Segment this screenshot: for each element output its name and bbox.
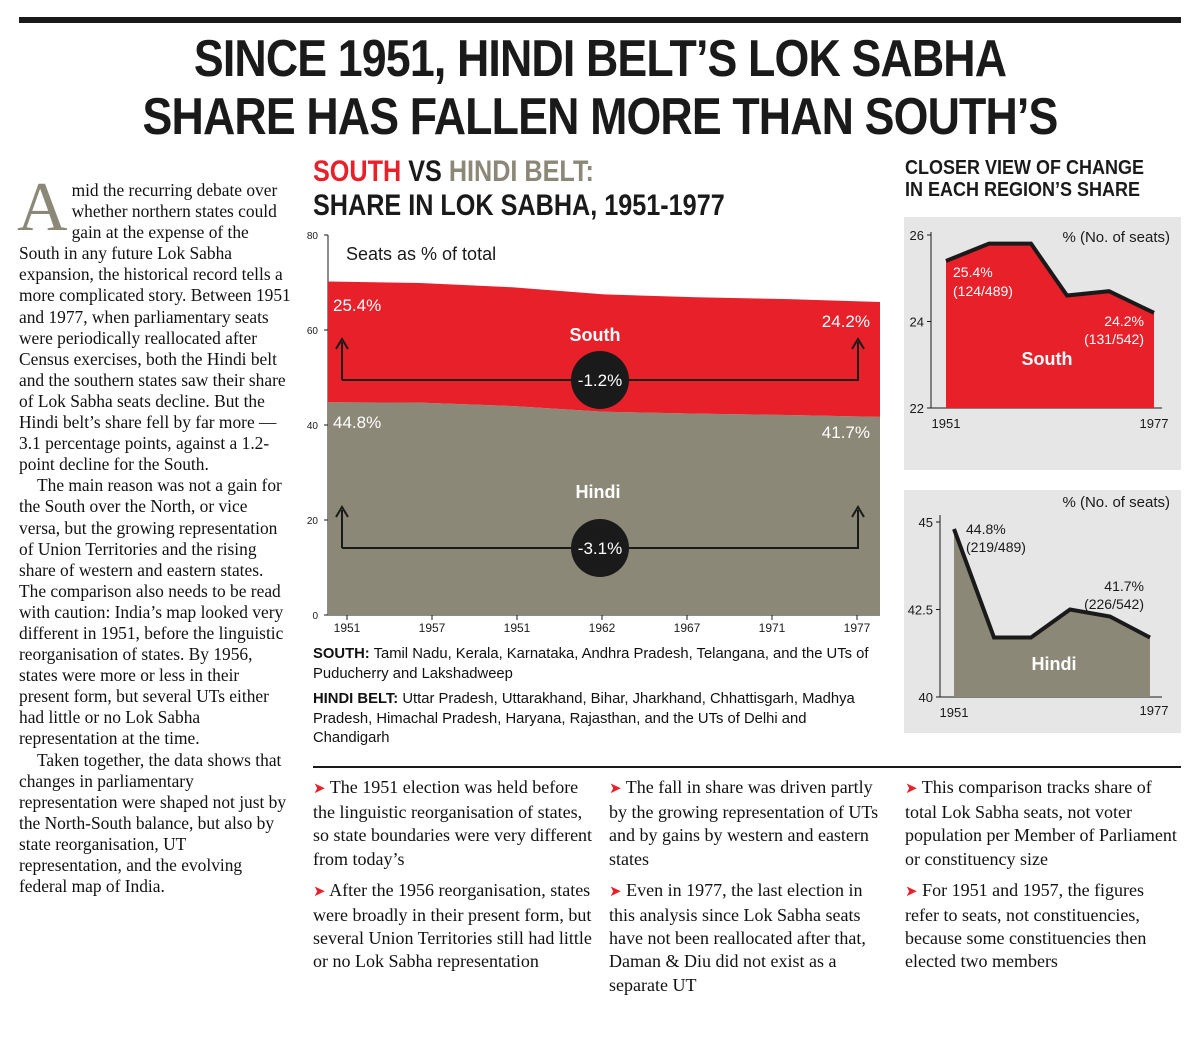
south-definition <box>313 645 883 684</box>
hindi-start-label: 44.8% <box>333 413 382 432</box>
bullet-column-2 <box>609 776 889 1005</box>
hindi-y-tick-label: 40 <box>918 690 933 705</box>
intro-paragraph-1 <box>17 169 291 475</box>
bullet-arrow-icon: ➤ <box>313 883 326 900</box>
headline <box>84 30 1116 146</box>
hindi-definition-text: Uttar Pradesh, Uttarakhand, Bihar, Jharkhand, Chhattisgarh, Madhya Pradesh, Himachal Pradesh, Haryana, Rajasthan, and the UTs of Delhi and Chandigarh <box>313 691 855 747</box>
south-end-seats: (131/542) <box>1084 331 1144 347</box>
y-axis-title: Seats as % of total <box>346 244 497 264</box>
south-definition-text: Tamil Nadu, Kerala, Karnataka, Andhra Pradesh, Telangana, and the UTs of Puducherry and Lakshadweep <box>313 646 869 682</box>
south-start-seats: (124/489) <box>953 283 1013 299</box>
south-y-tick-label: 26 <box>909 228 924 243</box>
hindi-panel-label: Hindi <box>1031 654 1077 674</box>
bullets-divider <box>313 766 1181 768</box>
south-definition-label: SOUTH: <box>313 646 370 662</box>
y-axis-ticks <box>307 231 328 622</box>
x-tick-label: 1951 <box>503 621 531 635</box>
x-axis-ticks <box>334 615 871 635</box>
south-start-pct: 25.4% <box>953 264 993 280</box>
bullet-arrow-icon: ➤ <box>313 781 326 797</box>
intro-paragraph-2: The main reason was not a gain for the South over the North, or vice versa, but the growing representation of Union Territories and the rising share of western and eastern states. The comparison also needs to be read with caution: India’s map looked very different in 1951, before the linguistic reorganisation of states. By 1956, states were more or less in their present form, but several UTs either had little or no Lok Sabha representation at the time. <box>19 475 284 749</box>
south-x-end: 1977 <box>1139 416 1169 431</box>
x-tick-label: 1951 <box>333 621 361 635</box>
intro-paragraph-1-text: mid the recurring debate over whether northern states could gain at the expense of the South in any future Lok Sabha expansion, the historical record tells a more complicated story. Between 1951 and 1977, when parliamentary seats were periodically reallocated after Census exercises, both the Hindi belt and the southern states saw their share of Lok Sabha seats decline. But the Hindi belt’s share fell by far more — 3.1 percentage points, against a 1.2-point decline for the South. <box>19 180 291 475</box>
x-tick-label: 1957 <box>418 621 446 635</box>
hindi-end-pct: 41.7% <box>1104 578 1144 594</box>
south-series-label: South <box>569 325 621 345</box>
bullet-arrow-icon: ➤ <box>905 781 918 797</box>
hindi-end-label: 41.7% <box>821 423 870 442</box>
side-title-line-2: IN EACH REGION’S SHARE <box>905 179 1141 201</box>
south-y-tick-label: 24 <box>909 314 924 330</box>
hindi-x-start: 1951 <box>939 705 969 720</box>
south-change-label: -1.2% <box>577 371 623 390</box>
title-hindi-word: HINDI BELT: <box>448 155 594 188</box>
hindi-x-end: 1977 <box>1139 703 1169 718</box>
drop-cap: A <box>17 169 68 246</box>
main-chart-title-line-1 <box>313 155 725 189</box>
south-end-pct: 24.2% <box>1104 313 1144 329</box>
top-rule <box>19 17 1181 23</box>
bullet-text: After the 1956 reorganisation, states were broadly in their present form, but several Union Territories still had little or no Lok Sabha representation <box>313 879 592 972</box>
bullet-item <box>313 879 595 974</box>
side-title-line-1: CLOSER VIEW OF CHANGE <box>905 157 1145 179</box>
bullet-item <box>313 776 595 871</box>
hindi-change-label: -3.1% <box>577 539 623 558</box>
bullet-column-1 <box>313 776 595 982</box>
south-closeup-chart <box>904 217 1181 470</box>
south-panel-label: South <box>1021 349 1073 369</box>
y-tick-label: 80 <box>306 231 318 242</box>
bullet-text: This comparison tracks share of total Lok Sabha seats, not voter population per Member of Parliament or constituency size <box>905 777 1177 869</box>
hindi-y-tick-label: 45 <box>918 515 933 530</box>
y-tick-label: 0 <box>312 611 318 622</box>
y-tick-label: 20 <box>306 516 318 527</box>
bullet-column-3 <box>905 776 1181 982</box>
x-tick-label: 1967 <box>673 621 701 635</box>
bullet-item <box>905 776 1181 871</box>
south-y-tick-label: 22 <box>909 401 924 416</box>
y-tick-label: 60 <box>306 326 318 337</box>
hindi-closeup-chart <box>904 490 1181 733</box>
hindi-panel-ylabel: % (No. of seats) <box>1062 494 1170 511</box>
headline-line-2: SHARE HAS FALLEN MORE THAN SOUTH’S <box>142 88 1058 146</box>
bullet-arrow-icon: ➤ <box>609 781 622 797</box>
bullet-arrow-icon: ➤ <box>609 883 622 900</box>
x-tick-label: 1962 <box>588 621 616 635</box>
hindi-definition-label: HINDI BELT: <box>313 691 399 708</box>
region-definitions <box>313 645 883 755</box>
hindi-y-ticks <box>908 515 940 705</box>
south-y-ticks <box>910 228 931 416</box>
south-end-label: 24.2% <box>821 312 870 331</box>
hindi-area <box>328 402 880 615</box>
bullet-text: The 1951 election was held before the linguistic reorganisation of states, so state boundaries were very different from today’s <box>313 777 593 869</box>
main-chart-title <box>313 155 725 223</box>
hindi-definition <box>313 690 883 749</box>
south-start-label: 25.4% <box>333 296 382 315</box>
bullet-item <box>609 879 889 997</box>
title-south-word: SOUTH <box>313 155 402 188</box>
bullet-text: Even in 1977, the last election in this analysis since Lok Sabha seats have not been reallocated after that, Daman & Diu did not exist as a separate UT <box>609 879 866 995</box>
x-tick-label: 1977 <box>843 621 871 635</box>
x-tick-label: 1971 <box>758 621 786 635</box>
title-vs-word: VS <box>401 155 449 188</box>
bullet-text: For 1951 and 1957, the figures refer to seats, not constituencies, because some constituencies then elected two members <box>905 879 1147 972</box>
bullet-item <box>905 879 1181 974</box>
bullet-text: The fall in share was driven partly by the growing representation of UTs and by gains by western and eastern states <box>609 777 879 869</box>
south-panel-ylabel: % (No. of seats) <box>1062 229 1170 246</box>
hindi-start-pct: 44.8% <box>966 521 1006 537</box>
hindi-y-tick-label: 42.5 <box>907 602 933 618</box>
intro-article <box>17 169 291 897</box>
hindi-start-seats: (219/489) <box>966 539 1026 555</box>
bullet-item <box>609 776 889 871</box>
hindi-series-label: Hindi <box>575 482 621 502</box>
main-area-chart <box>300 225 890 640</box>
main-chart-title-line-2: SHARE IN LOK SABHA, 1951-1977 <box>313 189 725 222</box>
south-x-start: 1951 <box>931 416 961 431</box>
side-panel-title <box>905 157 1144 201</box>
hindi-end-seats: (226/542) <box>1084 596 1144 612</box>
y-tick-label: 40 <box>306 421 318 432</box>
bullet-arrow-icon: ➤ <box>905 883 918 900</box>
intro-paragraph-3: Taken together, the data shows that changes in parliamentary representation were shaped not just by the North-South balance, but also by state reorganisation, UT representation, and the evolving federal map of India. <box>19 749 287 897</box>
headline-line-1: SINCE 1951, HINDI BELT’S LOK SABHA <box>193 30 1007 88</box>
